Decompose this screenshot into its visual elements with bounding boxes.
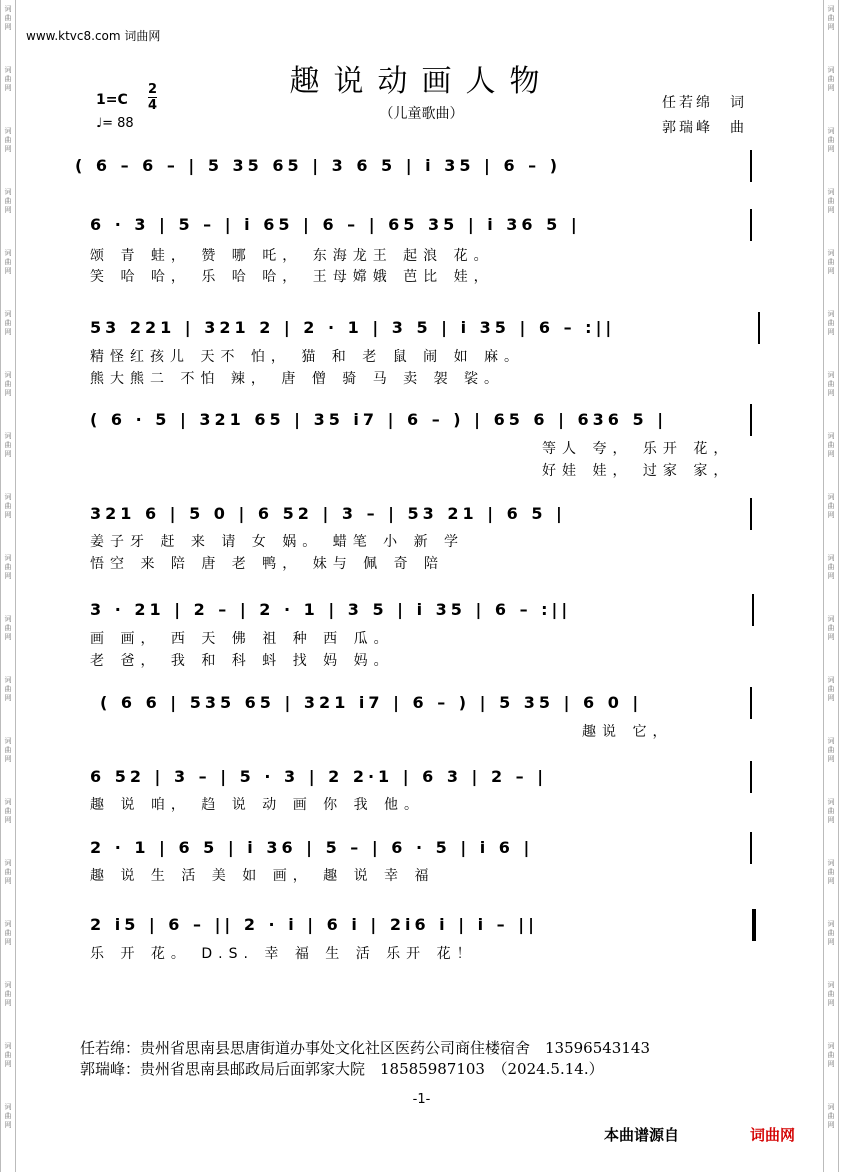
watermark-mark: 词 曲 网 [4,859,12,885]
notation-line-2: 6 · 3 | 5 – | i 65 | 6 – | 65 35 | i 36 5 | [90,215,581,234]
watermark-mark: 词 曲 网 [4,127,12,153]
final-barline [752,909,756,941]
time-signature [148,82,157,113]
watermark-mark: 词 曲 网 [4,981,12,1007]
lyric-line-4a: 等人 夸， 乐开 花， [542,441,734,457]
watermark-mark: 词 曲 网 [4,737,12,763]
site-url[interactable]: www.ktvc8.com 词曲网 [26,29,161,43]
watermark-mark: 词 曲 网 [4,188,12,214]
tempo-marking: ♩= 88 [96,116,134,131]
notation-line-8: 6 52 | 3 – | 5 · 3 | 2 2·1 | 6 3 | 2 – | [90,767,548,786]
notation-line-6: 3 · 21 | 2 – | 2 · 1 | 3 5 | i 35 | 6 – :|| [90,600,572,619]
watermark-mark: 词 曲 网 [4,249,12,275]
watermark-mark: 词 曲 网 [827,737,835,763]
lyric-line-5b: 悟空 来 陪 唐 老 鸭， 妹与 佩 奇 陪 [90,556,445,572]
barline [750,498,752,530]
lyric-line-3b: 熊大熊二 不怕 辣， 唐 僧 骑 马 卖 袈 裟。 [90,371,505,387]
watermark-mark: 词 曲 网 [827,798,835,824]
lyric-line-7: 趣说 它， [582,724,673,740]
watermark-mark: 词 曲 网 [4,432,12,458]
repeat-barline [758,312,760,344]
watermark-mark: 词 曲 网 [827,310,835,336]
watermark-mark: 词 曲 网 [4,676,12,702]
watermark-mark: 词 曲 网 [4,493,12,519]
time-signature-top: 2 [148,82,158,97]
notation-line-1: ( 6 – 6 – | 5 35 65 | 3 6 5 | i 35 | 6 – ) [75,156,562,175]
watermark-mark: 词 曲 网 [4,310,12,336]
notation-line-9: 2 · 1 | 6 5 | i 36 | 5 – | 6 · 5 | i 6 | [90,838,534,857]
watermark-mark: 词 曲 网 [827,981,835,1007]
watermark-mark: 词 曲 网 [827,432,835,458]
watermark-mark: 词 曲 网 [827,615,835,641]
watermark-mark: 词 曲 网 [4,371,12,397]
song-title: 趣说动画人物 [289,64,554,99]
notation-line-3: 53 221 | 321 2 | 2 · 1 | 3 5 | i 35 | 6 – :|| [90,318,616,337]
lyric-line-8: 趣 说 咱， 趋 说 动 画 你 我 他。 [90,797,425,813]
watermark-mark: 词 曲 网 [827,66,835,92]
source-logo[interactable]: 词曲网 [750,1126,796,1144]
watermark-mark: 词 曲 网 [4,615,12,641]
watermark-mark: 词 曲 网 [4,5,12,31]
barline [750,687,752,719]
composer-credit: 郭瑞峰 曲 [662,120,747,136]
watermark-mark: 词 曲 网 [4,1042,12,1068]
watermark-mark: 词 曲 网 [4,1103,12,1129]
watermark-mark: 词 曲 网 [827,920,835,946]
repeat-barline [752,594,754,626]
barline [750,150,752,182]
key-signature: 1=C [96,92,128,108]
notation-line-4: ( 6 · 5 | 321 65 | 35 i7 | 6 – ) | 65 6 | 636 5 | [90,410,668,429]
lyric-line-3a: 精怪红孩儿 天不 怕， 猫 和 老 鼠 闹 如 麻。 [90,349,525,365]
lyricist-credit: 任若绵 词 [662,95,747,111]
lyric-line-6a: 画 画， 西 天 佛 祖 种 西 瓜。 [90,631,394,647]
footer-contact-composer: 郭瑞峰：贵州省思南县邮政局后面郭家大院 18585987103 （2024.5.14.） [80,1060,604,1078]
barline [750,209,752,241]
source-label: 本曲谱源自 [604,1126,680,1144]
barline [750,404,752,436]
lyric-line-2a: 颂 青 蛙， 赞 哪 吒， 东海龙王 起浪 花。 [90,248,494,264]
watermark-mark: 词 曲 网 [827,554,835,580]
watermark-mark: 词 曲 网 [827,5,835,31]
song-subtitle: （儿童歌曲） [379,106,464,122]
notation-line-7: ( 6 6 | 535 65 | 321 i7 | 6 – ) | 5 35 | 6 0 | [100,693,643,712]
watermark-mark: 词 曲 网 [4,920,12,946]
watermark-mark: 词 曲 网 [827,1042,835,1068]
page-number: -1- [412,1092,431,1107]
watermark-mark: 词 曲 网 [827,493,835,519]
lyric-line-4b: 好娃 娃， 过家 家， [542,463,734,479]
watermark-mark: 词 曲 网 [4,798,12,824]
watermark-mark: 词 曲 网 [827,188,835,214]
left-watermark-strip [0,0,16,1172]
watermark-mark: 词 曲 网 [827,371,835,397]
watermark-mark: 词 曲 网 [827,676,835,702]
watermark-mark: 词 曲 网 [827,127,835,153]
watermark-mark: 词 曲 网 [827,249,835,275]
notation-line-5: 321 6 | 5 0 | 6 52 | 3 – | 53 21 | 6 5 | [90,504,566,523]
watermark-mark: 词 曲 网 [4,66,12,92]
watermark-mark: 词 曲 网 [827,1103,835,1129]
barline [750,832,752,864]
watermark-mark: 词 曲 网 [4,554,12,580]
time-signature-bottom: 4 [148,98,158,113]
lyric-line-2b: 笑 哈 哈， 乐 哈 哈， 王母嫦娥 芭比 娃， [90,269,494,285]
lyric-line-10: 乐 开 花。 D.S. 幸 福 生 活 乐开 花！ [90,946,477,962]
barline [750,761,752,793]
right-watermark-strip [823,0,839,1172]
notation-line-10: 2 i5 | 6 – || 2 · i | 6 i | 2i6 i | i – || [90,915,538,934]
footer-contact-lyricist: 任若绵：贵州省思南县思唐街道办事处文化社区医药公司商住楼宿舍 13596543143 [80,1039,650,1057]
lyric-line-6b: 老 爸， 我 和 科 蚪 找 妈 妈。 [90,653,394,669]
watermark-mark: 词 曲 网 [827,859,835,885]
lyric-line-5a: 姜子牙 赶 来 请 女 娲。 蜡笔 小 新 学 [90,534,465,550]
lyric-line-9: 趣 说 生 活 美 如 画， 趣 说 幸 福 [90,868,435,884]
